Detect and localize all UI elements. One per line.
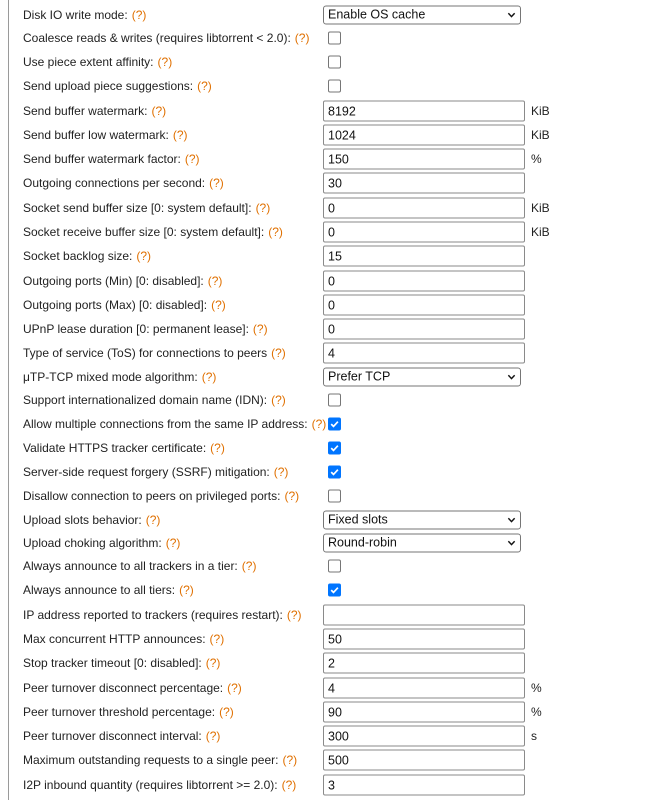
setting-row-upnp-lease-duration-0-permanent-lease bbox=[0, 317, 655, 341]
setting-label-text: Maximum outstanding requests to a single peer: bbox=[23, 753, 279, 767]
select-value: Round-robin bbox=[328, 535, 397, 550]
help-link[interactable]: (?) bbox=[184, 152, 200, 166]
help-link[interactable]: (?) bbox=[284, 489, 300, 503]
help-link[interactable]: (?) bbox=[255, 201, 271, 215]
setting-row-coalesce-reads-writes-requires-libtorrent-2-0 bbox=[0, 26, 655, 50]
setting-input[interactable] bbox=[323, 343, 525, 364]
setting-input[interactable] bbox=[323, 319, 525, 340]
setting-select[interactable] bbox=[323, 368, 521, 387]
setting-checkbox[interactable] bbox=[328, 56, 341, 69]
help-link[interactable]: (?) bbox=[286, 608, 302, 622]
setting-input[interactable] bbox=[323, 149, 525, 170]
setting-label-text: Allow multiple connections from the same IP address: bbox=[23, 417, 308, 431]
setting-label-text: Always announce to all tiers: bbox=[23, 583, 176, 597]
setting-row-always-announce-to-all-trackers-in-a-tier bbox=[0, 554, 655, 578]
select-value: Enable OS cache bbox=[328, 7, 426, 22]
setting-row-peer-turnover-threshold-percentage bbox=[0, 700, 655, 724]
help-link[interactable]: (?) bbox=[172, 128, 188, 142]
setting-label bbox=[23, 559, 256, 573]
setting-label bbox=[23, 489, 299, 503]
setting-label bbox=[23, 681, 242, 695]
help-link[interactable]: (?) bbox=[268, 225, 283, 239]
setting-label-text: Socket backlog size: bbox=[23, 249, 133, 263]
help-link[interactable]: (?) bbox=[157, 55, 173, 69]
setting-label bbox=[23, 632, 224, 646]
setting-row-use-piece-extent-affinity bbox=[0, 50, 655, 74]
help-link[interactable]: (?) bbox=[165, 536, 181, 550]
setting-label-text: Coalesce reads & writes (requires libtorrent < 2.0): bbox=[23, 31, 291, 45]
checkmark-icon bbox=[329, 443, 340, 454]
setting-row-peer-turnover-disconnect-interval bbox=[0, 724, 655, 748]
setting-label bbox=[23, 249, 151, 263]
setting-label bbox=[23, 201, 270, 215]
setting-input[interactable] bbox=[323, 726, 525, 747]
setting-label bbox=[23, 298, 226, 312]
setting-label-text: Socket send buffer size [0: system default]: bbox=[23, 201, 252, 215]
unit-label: KiB bbox=[531, 128, 550, 142]
setting-row-maximum-outstanding-requests-to-a-single-peer bbox=[0, 748, 655, 772]
setting-checkbox[interactable] bbox=[328, 442, 341, 455]
checkmark-icon bbox=[329, 467, 340, 478]
setting-label bbox=[23, 31, 309, 45]
help-link[interactable]: (?) bbox=[205, 656, 221, 670]
setting-label-text: Support internationalized domain name (IDN): bbox=[23, 393, 268, 407]
chevron-down-icon bbox=[507, 539, 516, 548]
setting-label bbox=[23, 656, 220, 670]
setting-label bbox=[23, 753, 297, 767]
setting-checkbox[interactable] bbox=[328, 584, 341, 597]
setting-checkbox[interactable] bbox=[328, 32, 341, 45]
help-link[interactable]: (?) bbox=[294, 31, 310, 45]
setting-row-support-internationalized-domain-name-idn bbox=[0, 388, 655, 412]
setting-checkbox[interactable] bbox=[328, 466, 341, 479]
setting-input[interactable] bbox=[323, 101, 525, 122]
setting-label bbox=[23, 370, 216, 384]
setting-row-socket-backlog-size bbox=[0, 244, 655, 268]
help-link[interactable]: (?) bbox=[211, 298, 226, 312]
setting-input[interactable] bbox=[323, 775, 525, 796]
setting-label bbox=[23, 225, 283, 239]
setting-label bbox=[23, 705, 234, 719]
setting-row-outgoing-ports-max-0-disabled bbox=[0, 293, 655, 317]
setting-row-socket-receive-buffer-size-0-system-default bbox=[0, 220, 655, 244]
setting-row-type-of-service-tos-for-connections-to-peers bbox=[0, 341, 655, 365]
setting-row-disallow-connection-to-peers-on-privileged-ports bbox=[0, 484, 655, 508]
setting-label-text: Stop tracker timeout [0: disabled]: bbox=[23, 656, 202, 670]
setting-label bbox=[23, 778, 296, 792]
setting-row-ip-address-reported-to-trackers-requires-restart bbox=[0, 603, 655, 627]
setting-label-text: Disk IO write mode: bbox=[23, 8, 128, 22]
chevron-down-icon bbox=[507, 516, 516, 525]
setting-label bbox=[23, 152, 200, 166]
setting-label bbox=[23, 583, 194, 597]
setting-label bbox=[23, 104, 166, 118]
help-link[interactable]: (?) bbox=[210, 441, 225, 455]
setting-input[interactable] bbox=[323, 629, 525, 650]
setting-row-max-concurrent-http-announces bbox=[0, 627, 655, 651]
setting-label-text: Outgoing connections per second: bbox=[23, 176, 206, 190]
setting-row-validate-https-tracker-certificate bbox=[0, 436, 655, 460]
help-link[interactable]: (?) bbox=[271, 346, 286, 360]
setting-label bbox=[23, 55, 172, 69]
setting-label-text: Validate HTTPS tracker certificate: bbox=[23, 441, 207, 455]
setting-label-text: Use piece extent affinity: bbox=[23, 55, 154, 69]
setting-input[interactable] bbox=[323, 605, 525, 626]
setting-label-text: μTP-TCP mixed mode algorithm: bbox=[23, 370, 198, 384]
setting-row-stop-tracker-timeout-0-disabled bbox=[0, 651, 655, 675]
help-link[interactable]: (?) bbox=[311, 417, 327, 431]
help-link[interactable]: (?) bbox=[151, 104, 167, 118]
setting-label-text: I2P inbound quantity (requires libtorrent >= 2.0): bbox=[23, 778, 278, 792]
setting-select[interactable] bbox=[323, 534, 521, 553]
chevron-down-icon bbox=[507, 11, 516, 20]
setting-row-peer-turnover-disconnect-percentage bbox=[0, 676, 655, 700]
setting-label-text: Upload choking algorithm: bbox=[23, 536, 162, 550]
setting-label-text: Max concurrent HTTP announces: bbox=[23, 632, 206, 646]
setting-label bbox=[23, 608, 302, 622]
setting-label bbox=[23, 729, 220, 743]
setting-row-send-buffer-low-watermark bbox=[0, 123, 655, 147]
help-link[interactable]: (?) bbox=[205, 729, 221, 743]
setting-label-text: Send buffer watermark factor: bbox=[23, 152, 181, 166]
help-link[interactable]: (?) bbox=[209, 632, 225, 646]
setting-label bbox=[23, 346, 286, 360]
unit-label: s bbox=[531, 729, 537, 743]
unit-label: KiB bbox=[531, 225, 550, 239]
help-link[interactable]: (?) bbox=[281, 778, 297, 792]
select-value: Fixed slots bbox=[328, 512, 388, 527]
setting-row-disk-io-write-mode bbox=[0, 3, 655, 27]
setting-label bbox=[23, 274, 222, 288]
unit-label: KiB bbox=[531, 104, 550, 118]
setting-row-i2p-inbound-quantity-requires-libtorrent-2-0 bbox=[0, 773, 655, 797]
setting-input[interactable] bbox=[323, 271, 525, 292]
setting-row-allow-multiple-connections-from-the-same-ip-addr bbox=[0, 412, 655, 436]
setting-label-text: Server-side request forgery (SSRF) mitigation: bbox=[23, 465, 270, 479]
setting-label bbox=[23, 441, 225, 455]
help-link[interactable]: (?) bbox=[136, 249, 152, 263]
setting-input[interactable] bbox=[323, 678, 525, 699]
setting-input[interactable] bbox=[323, 222, 525, 243]
unit-label: % bbox=[531, 152, 542, 166]
unit-label: % bbox=[531, 705, 542, 719]
setting-input[interactable] bbox=[323, 750, 525, 771]
setting-input[interactable] bbox=[323, 198, 525, 219]
setting-input[interactable] bbox=[323, 653, 525, 674]
setting-label-text: Peer turnover disconnect interval: bbox=[23, 729, 202, 743]
setting-label-text: Socket receive buffer size [0: system default]: bbox=[23, 225, 265, 239]
help-link[interactable]: (?) bbox=[252, 322, 268, 336]
setting-select[interactable] bbox=[323, 6, 521, 25]
unit-label: KiB bbox=[531, 201, 550, 215]
setting-label-text: Outgoing ports (Min) [0: disabled]: bbox=[23, 274, 204, 288]
setting-checkbox[interactable] bbox=[328, 490, 341, 503]
help-link[interactable]: (?) bbox=[241, 559, 257, 573]
setting-label-text: Peer turnover disconnect percentage: bbox=[23, 681, 224, 695]
setting-label-text: Outgoing ports (Max) [0: disabled]: bbox=[23, 298, 208, 312]
setting-label bbox=[23, 128, 188, 142]
setting-label bbox=[23, 176, 224, 190]
help-link[interactable]: (?) bbox=[282, 753, 298, 767]
setting-label bbox=[23, 417, 326, 431]
setting-label bbox=[23, 322, 268, 336]
setting-row-upload-choking-algorithm bbox=[0, 531, 655, 555]
help-link[interactable]: (?) bbox=[145, 513, 161, 527]
setting-input[interactable] bbox=[323, 295, 525, 316]
setting-row-upload-slots-behavior bbox=[0, 508, 655, 532]
select-value: Prefer TCP bbox=[328, 369, 391, 384]
setting-label-text: Type of service (ToS) for connections to peers bbox=[23, 346, 268, 360]
setting-input[interactable] bbox=[323, 173, 525, 194]
setting-label bbox=[23, 513, 160, 527]
setting-label-text: UPnP lease duration [0: permanent lease]: bbox=[23, 322, 249, 336]
setting-row-always-announce-to-all-tiers bbox=[0, 578, 655, 602]
help-link[interactable]: (?) bbox=[201, 370, 217, 384]
setting-checkbox[interactable] bbox=[328, 418, 341, 431]
setting-select[interactable] bbox=[323, 511, 521, 530]
setting-label-text: Upload slots behavior: bbox=[23, 513, 142, 527]
help-link[interactable]: (?) bbox=[219, 705, 234, 719]
help-link[interactable]: (?) bbox=[273, 465, 289, 479]
setting-checkbox[interactable] bbox=[328, 560, 341, 573]
setting-label-text: IP address reported to trackers (requires restart): bbox=[23, 608, 283, 622]
setting-row-send-buffer-watermark-factor bbox=[0, 147, 655, 171]
unit-label: % bbox=[531, 681, 542, 695]
setting-row-outgoing-connections-per-second bbox=[0, 171, 655, 195]
setting-row-server-side-request-forgery-ssrf-mitigation bbox=[0, 460, 655, 484]
setting-checkbox[interactable] bbox=[328, 80, 341, 93]
setting-label-text: Send upload piece suggestions: bbox=[23, 79, 194, 93]
setting-label bbox=[23, 393, 286, 407]
setting-label-text: Send buffer watermark: bbox=[23, 104, 148, 118]
setting-label-text: Disallow connection to peers on privileged ports: bbox=[23, 489, 281, 503]
help-link[interactable]: (?) bbox=[207, 274, 223, 288]
setting-row-socket-send-buffer-size-0-system-default bbox=[0, 196, 655, 220]
chevron-down-icon bbox=[507, 373, 516, 382]
setting-label bbox=[23, 79, 212, 93]
setting-label-text: Always announce to all trackers in a tier: bbox=[23, 559, 238, 573]
help-link[interactable]: (?) bbox=[271, 393, 286, 407]
setting-input[interactable] bbox=[323, 702, 525, 723]
setting-input[interactable] bbox=[323, 246, 525, 267]
setting-row-utp-tcp-mixed-mode-algorithm bbox=[0, 365, 655, 389]
help-link[interactable]: (?) bbox=[179, 583, 194, 597]
setting-input[interactable] bbox=[323, 125, 525, 146]
help-link[interactable]: (?) bbox=[197, 79, 212, 93]
checkmark-icon bbox=[329, 585, 340, 596]
setting-row-send-buffer-watermark bbox=[0, 99, 655, 123]
setting-label bbox=[23, 8, 146, 22]
setting-label-text: Peer turnover threshold percentage: bbox=[23, 705, 216, 719]
setting-label-text: Send buffer low watermark: bbox=[23, 128, 169, 142]
help-link[interactable]: (?) bbox=[209, 176, 224, 190]
setting-row-outgoing-ports-min-0-disabled bbox=[0, 269, 655, 293]
setting-checkbox[interactable] bbox=[328, 394, 341, 407]
help-link[interactable]: (?) bbox=[131, 8, 147, 22]
setting-row-send-upload-piece-suggestions bbox=[0, 74, 655, 98]
setting-label bbox=[23, 536, 180, 550]
checkmark-icon bbox=[329, 419, 340, 430]
setting-label bbox=[23, 465, 288, 479]
help-link[interactable]: (?) bbox=[227, 681, 242, 695]
